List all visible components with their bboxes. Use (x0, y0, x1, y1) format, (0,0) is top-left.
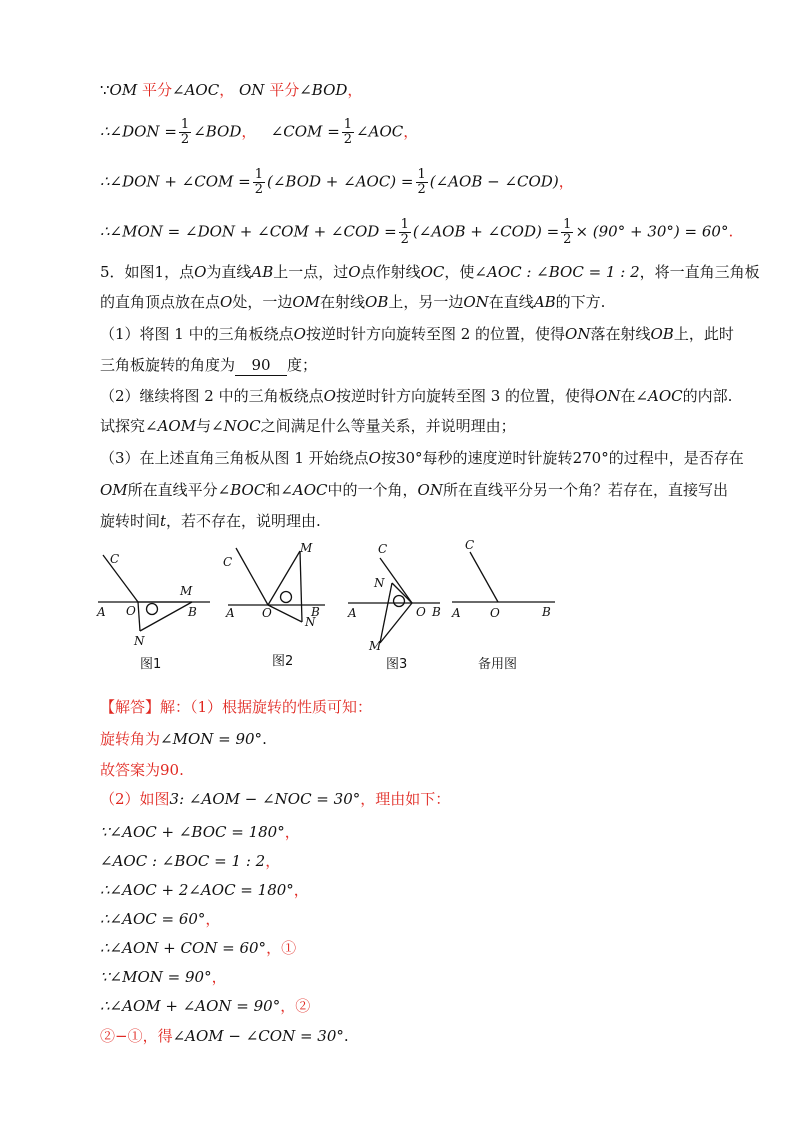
text: 之间满足什么等量关系，并说明理由； (260, 417, 516, 435)
figure-3-caption: 图3 (386, 657, 408, 672)
text: ，将一直角三角板 (639, 263, 760, 281)
geometry-figures (90, 535, 570, 685)
point-label-m: M (369, 639, 382, 653)
text-bisect: 平分 (269, 81, 300, 99)
punct: ， (558, 172, 574, 191)
point-label-b: B (432, 605, 441, 619)
solution-line-9 (100, 938, 296, 958)
math-angle-aom: ∠AOM (145, 417, 197, 435)
math-om: OM (100, 481, 128, 499)
solution-line-5 (100, 822, 300, 842)
figure-2-caption: 图2 (272, 654, 294, 669)
math-expr: ∵∠AOC + ∠BOC = 180° (100, 823, 285, 841)
solution-line-7 (100, 880, 309, 900)
punct: ， (211, 968, 227, 986)
math-ob: OB (365, 293, 389, 311)
text: 的内部. (682, 387, 733, 405)
question-2-line-2 (100, 416, 516, 436)
math-30deg: 30° (395, 449, 423, 467)
point-label-o: O (490, 606, 500, 620)
text: 的过程中，是否存在 (608, 449, 744, 467)
text: 中的一个角， (327, 481, 418, 499)
problem-5-line-2 (100, 292, 605, 312)
point-label-a: A (97, 605, 106, 619)
proof-line-mon-60 (100, 218, 733, 247)
solution-line-6 (100, 851, 280, 871)
text: ，理由如下： (360, 790, 451, 808)
math-angle-aoc: ∠AOC (280, 481, 328, 499)
text: 试探究 (100, 417, 146, 435)
point-label-o: O (126, 604, 136, 618)
math-expr: ∴∠DON + ∠COM = (100, 172, 251, 191)
math-expr: ∴∠AON + CON = 60° (100, 939, 267, 957)
point-label-n: N (305, 615, 316, 629)
math-expr: ∴∠DON = (100, 122, 177, 141)
text-bisect: 平分 (141, 81, 172, 99)
fraction-half: $\frac{1}{2}$ (343, 117, 353, 147)
text: 在 (620, 387, 636, 405)
question-3-line-2 (100, 480, 728, 500)
point-label-m: M (180, 584, 193, 598)
math-expr: ∴∠AOC = 60° (100, 910, 206, 928)
question-3-line-3 (100, 511, 321, 531)
punct: ， (265, 852, 281, 870)
point-label-b: B (311, 605, 320, 619)
text: （2）如图 (100, 790, 170, 808)
solution-line-8 (100, 909, 220, 929)
math-angle-noc: ∠NOC (211, 417, 261, 435)
point-label-m: M (300, 541, 313, 555)
text: 按逆时针方向旋转至图 2 的位置，使得 (305, 325, 566, 343)
text: 旋转角为 (100, 730, 161, 748)
math-expr: (∠BOD + ∠AOC) = (266, 172, 414, 191)
point-label-o: O (262, 606, 272, 620)
math-o: O (368, 449, 381, 467)
punct: . (728, 222, 734, 241)
text: 5．如图1，点 (100, 263, 195, 281)
equation-marker-2: ，② (280, 997, 311, 1015)
solution-line-10 (100, 967, 227, 987)
math-expr: ∵∠MON = 90° (100, 968, 212, 986)
math-o: O (194, 263, 207, 281)
text: ，若不存在，说明理由. (166, 512, 321, 530)
math-t: t (160, 512, 167, 530)
text: 在直线 (488, 293, 534, 311)
math-expr: ∠COM = (270, 122, 340, 141)
solution-line-4 (100, 789, 450, 809)
text: （3）在上述直角三角板从图 1 开始绕点 (100, 449, 369, 467)
text: （2）继续将图 2 中的三角板绕点 (100, 387, 324, 405)
fraction-half: $\frac{1}{2}$ (400, 217, 409, 247)
point-label-a: A (226, 606, 235, 620)
text: 度； (287, 356, 318, 374)
point-label-a: A (452, 606, 461, 620)
text: 解：（1）根据旋转的性质可知： (160, 698, 373, 716)
math-om: OM (292, 293, 320, 311)
math-270deg: 270° (572, 449, 609, 467)
math-angle-boc: ∠BOC (217, 481, 266, 499)
punct: ， (219, 81, 235, 99)
math-expr: ∴∠AOM + ∠AON = 90° (100, 997, 281, 1015)
text: 与 (196, 417, 212, 435)
math-expr: (∠AOB − ∠COD) (429, 172, 559, 191)
punct: . (343, 1027, 349, 1045)
punct: ， (293, 881, 309, 899)
math-on: ON (417, 481, 443, 499)
text: 所在直线平分 (127, 481, 218, 499)
punct: ， (284, 823, 300, 841)
text: 故答案为90. (100, 761, 184, 779)
text: （1）将图 1 中的三角板绕点 (100, 325, 294, 343)
point-label-a: A (348, 606, 357, 620)
text: 在射线 (320, 293, 366, 311)
text: 上，另一边 (388, 293, 464, 311)
equation-marker-1: ，① (266, 939, 297, 957)
punct: . (262, 730, 267, 748)
math-angle-bod: ∠BOD (299, 81, 348, 99)
solution-line-11 (100, 996, 310, 1016)
answer-blank: 90 (235, 355, 287, 376)
math-expr: × (90° + 30°) = 60° (575, 222, 729, 241)
math-om: OM (109, 81, 138, 99)
math-expr: ∠MON = 90° (160, 730, 263, 748)
math-expr: (∠AOB + ∠COD) = (412, 222, 560, 241)
math-expr: ∴∠MON = ∠DON + ∠COM + ∠COD = (100, 222, 397, 241)
text: 上一点，过 (273, 263, 349, 281)
math-oc: OC (420, 263, 445, 281)
punct: ， (347, 81, 363, 99)
figure-1 (98, 555, 210, 631)
math-o: O (348, 263, 361, 281)
punct: ， (241, 122, 257, 141)
proof-line-om-on-bisect (100, 80, 362, 100)
math-on: ON (565, 325, 591, 343)
figures-row (90, 535, 570, 685)
math-expr: ∠BOD (193, 122, 242, 141)
solution-tag: 【解答】 (100, 698, 161, 716)
because-symbol: ∵ (100, 81, 110, 99)
text: 三角板旋转的角度为 (100, 356, 236, 374)
problem-5-line-1 (100, 262, 760, 282)
math-ab: AB (533, 293, 556, 311)
text: 处，一边 (232, 293, 293, 311)
text: 按 (380, 449, 396, 467)
math-ratio: ∠AOC : ∠BOC = 1 : 2 (474, 263, 640, 281)
math-o: O (293, 325, 306, 343)
text: 按逆时针方向旋转至图 3 的位置，使得 (335, 387, 596, 405)
solution-line-3 (100, 760, 184, 780)
point-label-n: N (134, 634, 145, 648)
fraction-half: $\frac{1}{2}$ (417, 167, 426, 197)
point-label-c: C (223, 555, 233, 569)
text: 为直线 (206, 263, 252, 281)
fraction-half: $\frac{1}{2}$ (563, 217, 572, 247)
fraction-half: $\frac{1}{2}$ (254, 167, 263, 197)
text: 每秒的速度逆时针旋转 (422, 449, 573, 467)
text: 的下方. (555, 293, 606, 311)
math-angle-aoc: ∠AOC (172, 81, 220, 99)
question-1-line-2 (100, 355, 317, 376)
text: 上，此时 (673, 325, 734, 343)
text: 旋转时间 (100, 512, 161, 530)
question-3-line-1 (100, 448, 744, 468)
point-label-c: C (110, 552, 120, 566)
math-o: O (323, 387, 336, 405)
point-label-b: B (188, 605, 197, 619)
proof-line-sum (100, 168, 574, 197)
math-expr: 3: ∠AOM − ∠NOC = 30° (169, 790, 361, 808)
fraction-half: $\frac{1}{2}$ (180, 117, 190, 147)
text: ，使 (444, 263, 475, 281)
punct: ， (403, 122, 419, 141)
figure-4-spare (452, 552, 555, 602)
math-on: ON (463, 293, 489, 311)
point-label-o: O (416, 605, 426, 619)
text: 所在直线平分另一个角？若存在，直接写出 (442, 481, 728, 499)
math-o: O (220, 293, 233, 311)
math-expr: ∠AOC : ∠BOC = 1 : 2 (100, 852, 266, 870)
point-label-b: B (542, 605, 551, 619)
math-expr: ∠AOC (356, 122, 404, 141)
text: 落在射线 (590, 325, 651, 343)
math-ab: AB (251, 263, 274, 281)
math-expr: ∠AOM − ∠CON = 30° (172, 1027, 344, 1045)
text: ②−①，得 (100, 1027, 173, 1045)
math-on: ON (238, 81, 265, 99)
math-ob: OB (650, 325, 674, 343)
figure-3 (348, 558, 440, 643)
point-label-c: C (378, 542, 388, 556)
solution-line-12 (100, 1026, 349, 1046)
figure-1-caption: 图1 (140, 657, 162, 672)
punct: ， (205, 910, 221, 928)
point-label-c: C (465, 538, 475, 552)
math-on: ON (595, 387, 621, 405)
solution-line-2 (100, 729, 267, 749)
question-1-line-1 (100, 324, 734, 344)
point-label-n: N (374, 576, 385, 590)
math-angle-aoc: ∠AOC (635, 387, 683, 405)
text: 点作射线 (360, 263, 421, 281)
solution-header (100, 697, 372, 717)
proof-line-half-angles (100, 118, 418, 147)
math-expr: ∴∠AOC + 2∠AOC = 180° (100, 881, 294, 899)
figure-4-caption: 备用图 (478, 657, 518, 672)
text: 和 (265, 481, 281, 499)
text: 的直角顶点放在点 (100, 293, 221, 311)
question-2-line-1 (100, 386, 732, 406)
